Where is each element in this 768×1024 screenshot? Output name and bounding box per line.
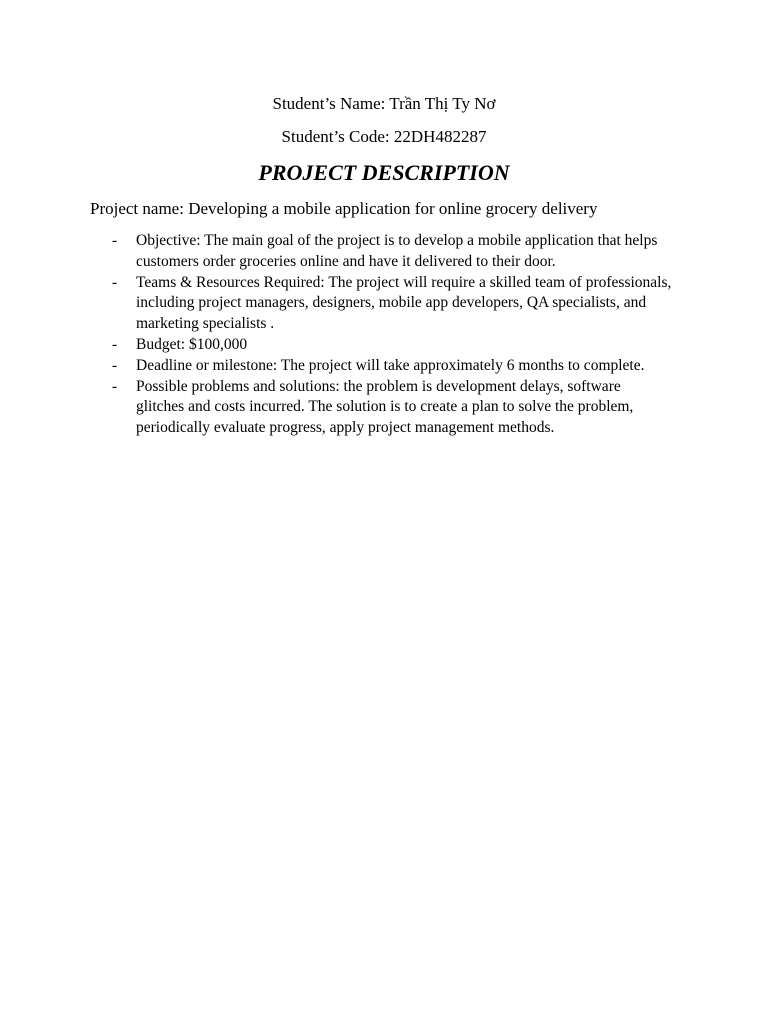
page-title: PROJECT DESCRIPTION xyxy=(258,160,510,185)
list-item-text: Objective: The main goal of the project is to develop a mobile application that helps customers order groceries online and have it delivered to their door. xyxy=(136,232,658,270)
list-item-deadline xyxy=(112,356,692,377)
bullet-dash: - xyxy=(112,377,118,395)
list-item-text: Budget: $100,000 xyxy=(136,335,248,353)
bullet-dash: - xyxy=(112,232,118,249)
student-code: Student’s Code: 22DH482287 xyxy=(281,127,487,146)
bullet-dash: - xyxy=(112,335,118,353)
bullet-dash: - xyxy=(112,273,118,291)
list-item-text: Deadline or milestone: The project will take approximately 6 months to complete. xyxy=(136,356,645,374)
list-item-text: Possible problems and solutions: the problem is development delays, software glitches and costs incurred. The solution is to create a plan to solve the problem, periodically evaluate progress, apply project management methods. xyxy=(136,377,634,437)
bullet-dash: - xyxy=(112,356,118,374)
list-item-text: Teams & Resources Required: The project will require a skilled team of professionals, including project managers, designers, mobile app developers, QA specialists, and marketing specialists . xyxy=(136,273,672,333)
list-item-objective xyxy=(112,231,672,273)
bullet-list xyxy=(112,231,692,439)
project-name: Project name: Developing a mobile application for online grocery delivery xyxy=(90,199,598,218)
list-item-teams xyxy=(112,273,672,335)
student-name: Student’s Name: Trần Thị Ty Nơ xyxy=(272,94,496,113)
list-item-problems xyxy=(112,377,672,439)
list-item-budget xyxy=(112,335,692,356)
